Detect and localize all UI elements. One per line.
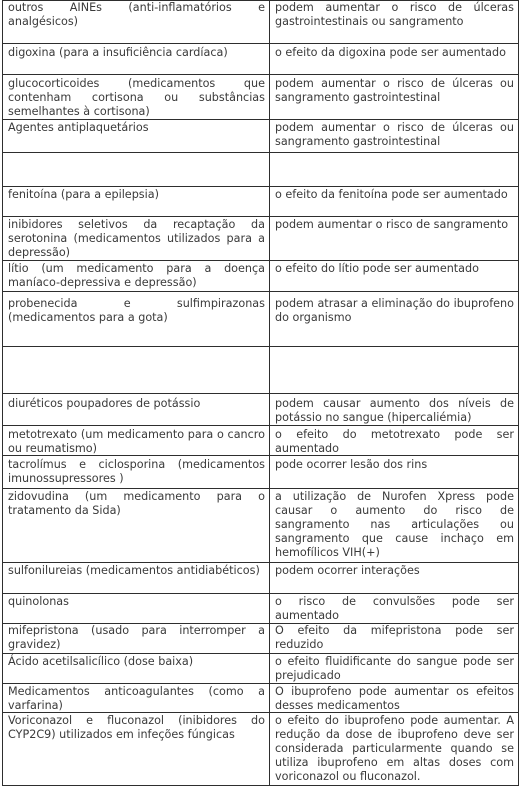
drug-cell: inibidores seletivos da recaptação da serotonina (medicamentos utilizados para a depressão) [2, 216, 270, 261]
table-row [0, 488, 521, 563]
drug-cell: metotrexato (um medicamento para o cancro ou reumatismo) [2, 425, 270, 456]
table-row [0, 393, 521, 426]
effect-cell: o efeito do ibuprofeno pode aumentar. A redução da dose de ibuprofeno deve ser considerada particularmente quando se utiliza ibuprofeno em altas doses com voriconazol ou fluconazol. [269, 712, 519, 786]
effect-cell: podem aumentar o risco de úlceras ou sangramento gastrointestinal [269, 119, 519, 153]
table-row [0, 186, 521, 217]
drug-cell [2, 152, 270, 187]
table-row [0, 216, 521, 261]
drug-cell: lítio (um medicamento para a doença maníaco-depressiva e depressão) [2, 260, 270, 292]
table-row [0, 119, 521, 153]
table-row [0, 653, 521, 684]
drug-cell: Voriconazol e fluconazol (inibidores do CYP2C9) utilizados em infeções fúngicas [2, 712, 270, 786]
effect-cell: podem aumentar o risco de úlceras ou sangramento gastrointestinal [269, 74, 519, 120]
effect-cell: o risco de convulsões pode ser aumentado [269, 593, 519, 624]
drug-cell: Medicamentos anticoagulantes (como a varfarina) [2, 683, 270, 713]
table-row [0, 260, 521, 292]
table-row [0, 74, 521, 120]
table-row [0, 425, 521, 456]
effect-cell [269, 346, 519, 394]
table-row [0, 43, 521, 75]
drug-cell: sulfonilureias (medicamentos antidiabéticos) [2, 562, 270, 594]
drug-cell: mifepristona (usado para interromper a gravidez) [2, 623, 270, 654]
drug-cell: tacrolímus e ciclosporina (medicamentos imunossupressores ) [2, 455, 270, 489]
effect-cell: podem atrasar a eliminação do ibuprofeno do organismo [269, 291, 519, 347]
effect-cell: O efeito da mifepristona pode ser reduzido [269, 623, 519, 654]
table-row [0, 0, 521, 44]
table-row [0, 712, 521, 786]
effect-cell: podem aumentar o risco de sangramento [269, 216, 519, 261]
table-row [0, 291, 521, 347]
drug-cell: outros AINEs (anti-inflamatórios e analgésicos) [2, 0, 270, 44]
effect-cell: o efeito da fenitoína pode ser aumentado [269, 186, 519, 217]
table-row [0, 455, 521, 489]
drug-cell: digoxina (para a insuficiência cardíaca) [2, 43, 270, 75]
drug-cell: zidovudina (um medicamento para o tratamento da Sida) [2, 488, 270, 563]
table-row [0, 346, 521, 394]
table-row [0, 683, 521, 713]
table-row [0, 562, 521, 594]
effect-cell: podem causar aumento dos níveis de potássio no sangue (hipercaliémia) [269, 393, 519, 426]
drug-cell [2, 346, 270, 394]
table-row [0, 152, 521, 187]
drug-cell: glucocorticoides (medicamentos que contenham cortisona ou substâncias semelhantes à cortisona) [2, 74, 270, 120]
effect-cell: pode ocorrer lesão dos rins [269, 455, 519, 489]
drug-cell: diuréticos poupadores de potássio [2, 393, 270, 426]
drug-cell: fenitoína (para a epilepsia) [2, 186, 270, 217]
effect-cell: o efeito do lítio pode ser aumentado [269, 260, 519, 292]
effect-cell: a utilização de Nurofen Xpress pode causar o aumento do risco de sangramento nas articulações ou sangramento que cause inchaço em hemofílicos VIH(+) [269, 488, 519, 563]
drug-cell: quinolonas [2, 593, 270, 624]
table-row [0, 593, 521, 624]
drug-cell: probenecida e sulfimpirazonas (medicamentos para a gota) [2, 291, 270, 347]
drug-cell: Agentes antiplaquetários [2, 119, 270, 153]
effect-cell: o efeito do metotrexato pode ser aumentado [269, 425, 519, 456]
drug-cell: Ácido acetilsalicílico (dose baixa) [2, 653, 270, 684]
effect-cell: o efeito da digoxina pode ser aumentado [269, 43, 519, 75]
effect-cell: podem aumentar o risco de úlceras gastrointestinais ou sangramento [269, 0, 519, 44]
effect-cell: podem ocorrer interações [269, 562, 519, 594]
effect-cell: O ibuprofeno pode aumentar os efeitos desses medicamentos [269, 683, 519, 713]
effect-cell: o efeito fluidificante do sangue pode ser prejudicado [269, 653, 519, 684]
effect-cell [269, 152, 519, 187]
table-row [0, 623, 521, 654]
